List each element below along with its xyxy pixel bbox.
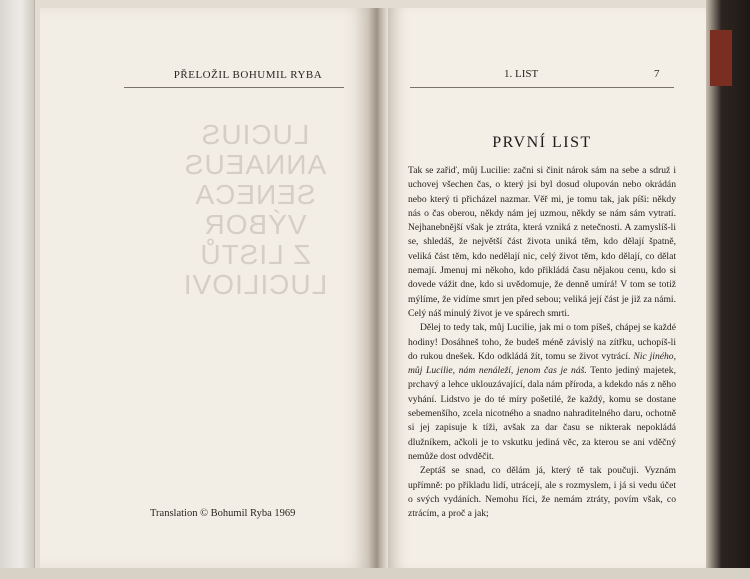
paragraph-text: Tento jediný majetek, prchavý a lehce uklouzávající, dala nám příroda, a kdekdo nás z něho vyhání. Lidstvo je do té míry pošetilé, že každý, komu se dostane sebemenšího, zcela nicotného a snadno nahraditelného daru, ochotně si jej zapisuje k tíži, avšak za dar času se nikterak nepokládá dlužníkem, ačkoli je to vskutku jediná věc, za kterou se ani vděčný nemůže dost odvděčit. — [408, 365, 676, 462]
show-through-line: LUCIUS — [200, 119, 310, 150]
right-cover-edge — [706, 0, 750, 579]
translator-header: PŘELOŽIL BOHUMIL RYBA — [173, 69, 323, 81]
running-title: 1. LIST — [504, 68, 539, 80]
header-rule — [410, 87, 674, 88]
bookmark-ribbon — [710, 30, 732, 86]
paragraph: Tak se zařiď, můj Lucilie: začni si činit nárok sám na sebe a sdruž i uchovej všechen čas, o který jsi byl dosud olupován nebo okrádán nebo který ti přicházel nazmar. Věř mi, je tomu tak, jak píši: někdy nás o čas oberou, někdy nám jej uzmou, někdy se nám sám vytratí. Nejhanebnější však je ztráta, která vzniká z netečnosti. A zamyslíš-li se, shledáš, že největší část života uniká těm, kdo dělají špatně, veliká část těm, kdo nedělají nic, celý život těm, kdo dělají, co dělat nemají. Jmenuj mi někoho, kdo přikládá času nějakou cenu, kdo si dovede vážit dne, kdo si uvědomuje, že denně umírá! V tom se totiž mýlíme, že vidíme smrt jen před sebou; veliká její část je již za námi. Celý náš minulý život je ve spárech smrti. — [408, 165, 676, 319]
italic-quote: Nic jiného, můj Lucilie, nám nenáleží, jenom čas je náš. — [408, 350, 676, 377]
body-text — [408, 164, 676, 521]
show-through-line: Z LISTŮ — [199, 239, 311, 270]
show-through-line: SENECA — [194, 179, 316, 210]
chapter-title: PRVNÍ LIST — [492, 134, 592, 151]
show-through-line: ANNAEUS — [183, 149, 327, 180]
header-rule — [124, 87, 344, 88]
bottom-edge — [0, 568, 750, 579]
show-through-title — [160, 120, 350, 300]
paragraph: Zeptáš se snad, co dělám já, který tě tak poučuji. Vyznám upřímně: po příkladu lidí, utrácejí, ale s rozmyslem, i já si vedu účet o svých vydáních. Nemohu říci, že nemám ztráty, povím však, co ztrácím, a proč a jak; — [408, 465, 676, 520]
paragraph — [408, 321, 676, 464]
copyright-credit: Translation © Bohumil Ryba 1969 — [150, 508, 296, 519]
show-through-line: VÝBOR — [203, 209, 307, 240]
paragraph-text: Dělej to tedy tak, můj Lucilie, jak mi o tom píšeš, chápej se každé hodiny! Dosáhneš toho, že budeš méně závislý na zítřku, uchopíš-li do rukou dnešek. Kdo odkládá žít, tomu se život vytrácí. — [408, 322, 676, 362]
show-through-line: LUCILIOVI — [182, 269, 328, 300]
page-number: 7 — [654, 68, 660, 80]
right-page — [388, 8, 706, 568]
left-page — [40, 8, 368, 568]
book-gutter — [368, 8, 388, 568]
left-cover-edge — [0, 0, 35, 579]
